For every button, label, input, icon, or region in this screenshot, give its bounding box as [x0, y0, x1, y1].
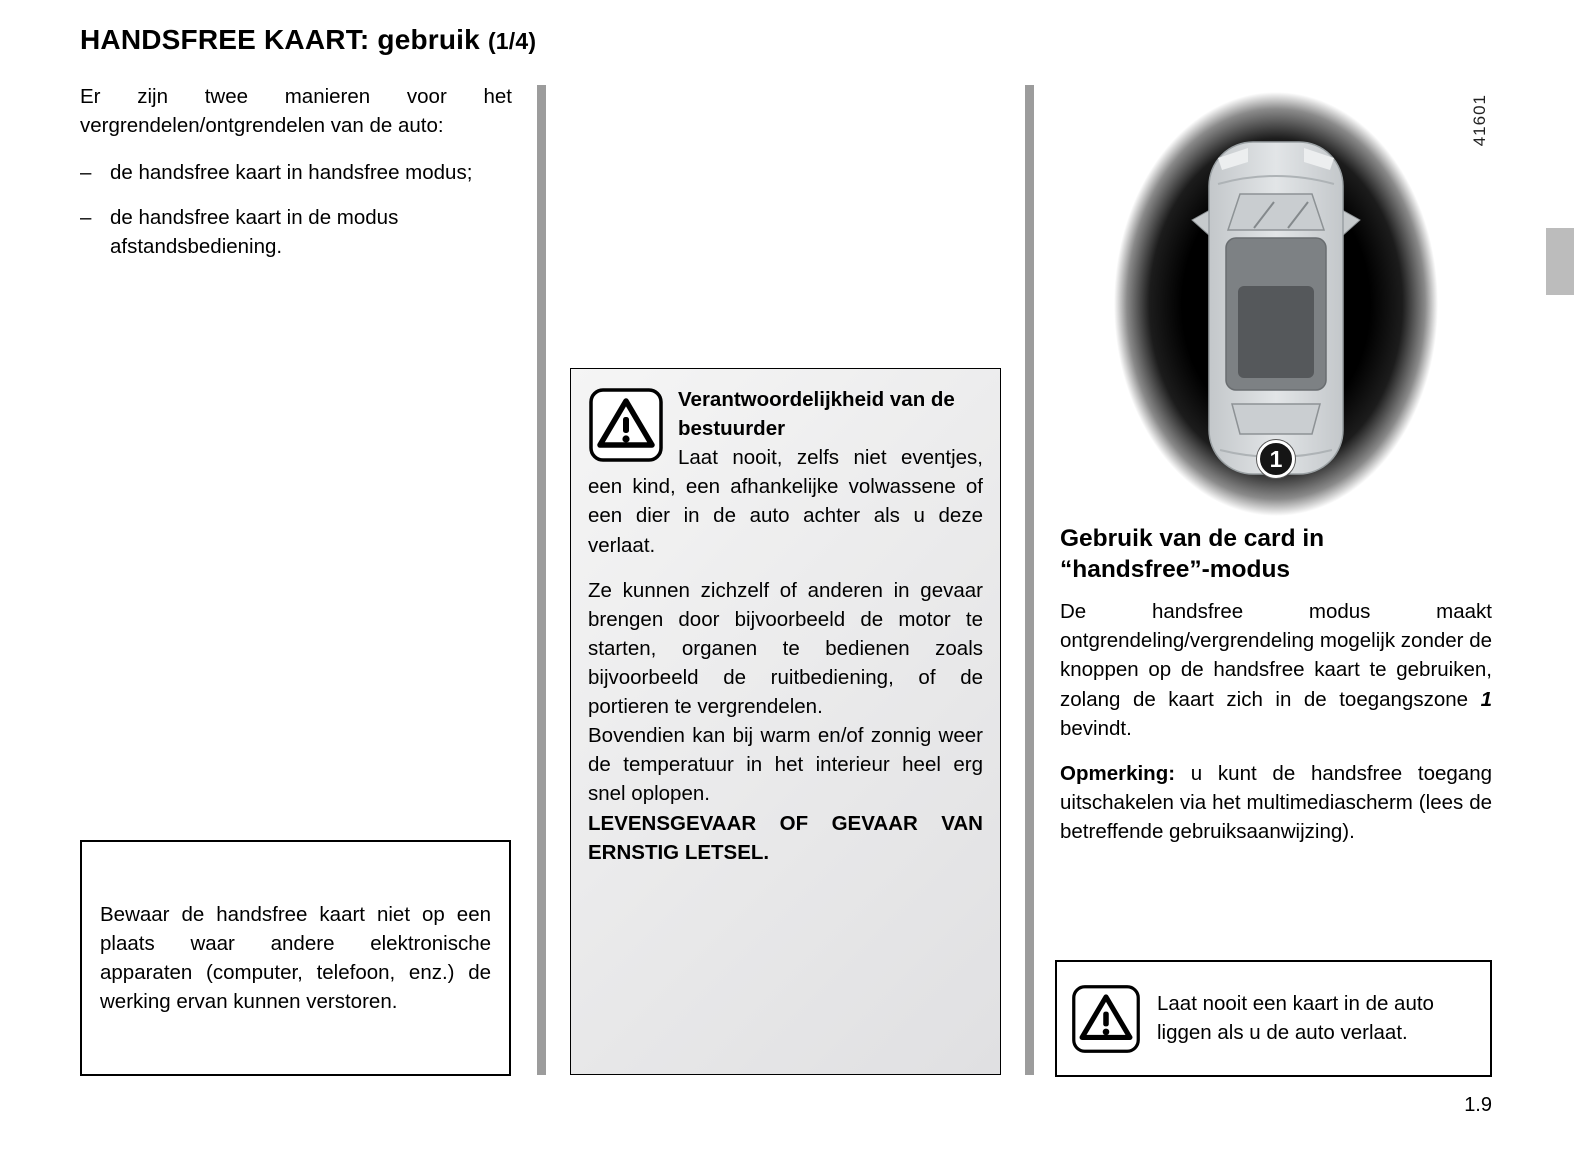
storage-note-text: Bewaar de handsfree kaart niet op een plaats waar andere elektronische apparaten (computer, telefoon, enz.) de werking ervan kunnen verstoren. [100, 902, 491, 1014]
storage-note-box [80, 840, 511, 1076]
dash-marker: – [80, 161, 92, 185]
section-heading-line2: “handsfree”-modus [1060, 555, 1291, 583]
column-divider-right [1025, 85, 1034, 1075]
panel-heading: Verantwoordelijkheid van de bestuurder [678, 388, 955, 441]
driver-responsibility-panel [570, 368, 1001, 1075]
left-column [80, 82, 512, 278]
car-top-view-figure [1060, 88, 1492, 520]
page-title-suffix: (1/4) [487, 28, 537, 54]
list-item-text: de handsfree kaart in handsfree modus; [110, 161, 473, 185]
remark-text: u kunt de handsfree toegang uitschakelen via het multimediascherm (lees de betreffende gebruiksaanwijzing). [1060, 761, 1492, 844]
dash-marker: – [80, 206, 92, 230]
panel-paragraph-3: Bovendien kan bij warm en/of zonnig weer de temperatuur in het interieur heel erg snel oplopen. [588, 724, 983, 806]
section-heading-line1: Gebruik van de card in [1060, 525, 1325, 552]
panel-paragraph-2: Ze kunnen zichzelf of anderen in gevaar brengen door bijvoorbeeld de motor te starten, organen te bedienen zoals bijvoorbeeld de ruitbediening, of de portieren te vergrendelen. [588, 578, 983, 719]
intro-paragraph: Er zijn twee manieren voor het vergrendelen/ontgrendelen van de auto: [80, 85, 512, 138]
right-column-text [1060, 524, 1492, 862]
panel-paragraph-1: Laat nooit, zelfs niet eventjes, een kind, een afhankelijke volwassene of een dier in de auto achter als u deze verlaat. [588, 446, 983, 557]
page-number: 1.9 [1464, 1094, 1492, 1116]
zone-1-badge: 1 [1257, 440, 1295, 478]
card-caution-box [1055, 960, 1492, 1077]
section-edge-tab [1546, 228, 1574, 295]
warning-triangle-icon [588, 387, 664, 463]
column-divider-left [537, 85, 546, 1075]
page-title [80, 24, 536, 56]
figure-number: 41601 [1470, 94, 1489, 147]
list-item-text: de handsfree kaart in de modus afstandsbediening. [110, 206, 399, 259]
page-title-text: HANDSFREE KAART: gebruik [80, 24, 480, 55]
remark-paragraph [1060, 759, 1492, 846]
handsfree-paragraph-text: De handsfree modus maakt ontgrendeling/vergrendeling mogelijk zonder de knoppen op de handsfree kaart te gebruiken, zolang de kaart zich in de toegangszone [1060, 600, 1492, 711]
warning-triangle-icon [1071, 984, 1141, 1054]
section-heading [1060, 524, 1492, 585]
panel-warning-line: LEVENSGEVAAR OF GEVAAR VAN ERNSTIG LETSEL. [588, 811, 983, 864]
remark-label: Opmerking: [1060, 761, 1176, 785]
zone-reference: 1 [1480, 687, 1492, 711]
unlock-methods-list [80, 158, 512, 261]
handsfree-paragraph-end: bevindt. [1060, 716, 1132, 740]
handsfree-paragraph [1060, 597, 1492, 743]
list-item [80, 158, 512, 187]
caution-text: Laat nooit een kaart in de auto liggen als u de auto verlaat. [1157, 991, 1434, 1044]
list-item [80, 203, 512, 261]
